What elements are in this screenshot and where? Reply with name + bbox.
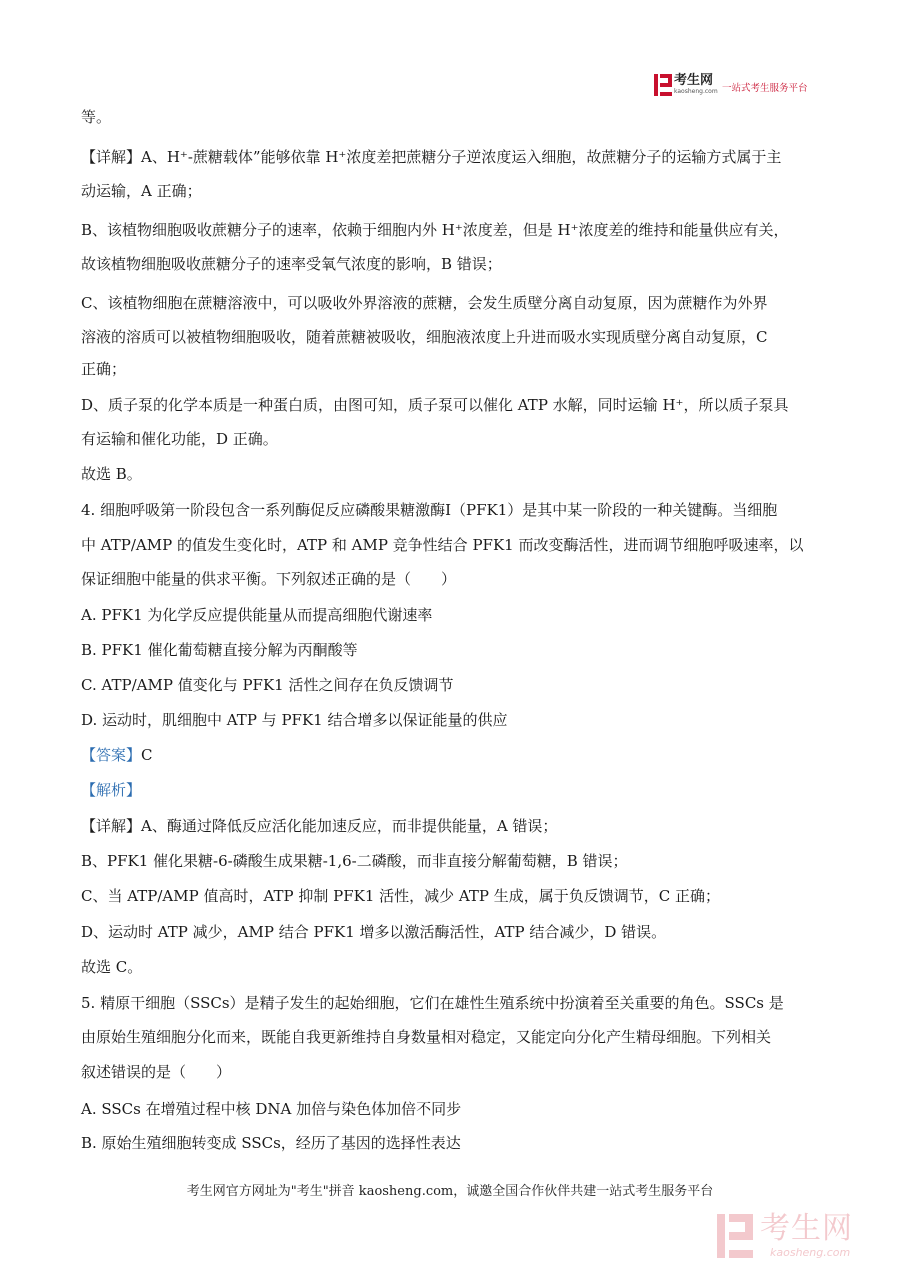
text-line: 故选 C。	[81, 958, 143, 976]
option-b: B. 原始生殖细胞转变成 SSCs，经历了基因的选择性表达	[81, 1134, 461, 1152]
answer-value: C	[141, 746, 153, 764]
answer-label: 【答案】	[81, 746, 142, 764]
header-logo[interactable]	[654, 74, 819, 98]
text-line: C、该植物细胞在蔗糖溶液中，可以吸收外界溶液的蔗糖，会发生质壁分离自动复原，因为蔗糖作为外界	[81, 294, 768, 312]
watermark	[716, 1212, 886, 1262]
text-line: 故选 B。	[81, 465, 142, 483]
option-d: D. 运动时，肌细胞中 ATP 与 PFK1 结合增多以保证能量的供应	[81, 711, 508, 729]
text-line: 动运输，A 正确；	[81, 182, 202, 200]
text-line: B、该植物细胞吸收蔗糖分子的速率，依赖于细胞内外 H⁺浓度差，但是 H⁺浓度差的维持和能量供应有关，	[81, 221, 789, 239]
text-line: 【详解】A、酶通过降低反应活化能加速反应，而非提供能量，A 错误；	[81, 817, 558, 835]
footer-text: 考生网官方网址为"考生"拼音 kaosheng.com，诚邀全国合作伙伴共建一站式考生服务平台	[186, 1184, 714, 1199]
kaosheng-logo-icon	[654, 74, 672, 96]
watermark-logo-icon	[716, 1214, 754, 1258]
option-a: A. PFK1 为化学反应提供能量从而提高细胞代谢速率	[81, 606, 433, 624]
text-line: B、PFK1 催化果糖-6-磷酸生成果糖-1,6-二磷酸，而非直接分解葡萄糖，B 错误；	[81, 852, 628, 870]
header-slogan: 一站式考生服务平台	[722, 83, 808, 94]
text-line: D、运动时 ATP 减少，AMP 结合 PFK1 增多以激活酶活性，ATP 结合减少，D 错误。	[81, 923, 667, 941]
text-line: 中 ATP/AMP 的值发生变化时，ATP 和 AMP 竞争性结合 PFK1 而改变酶活性，进而调节细胞呼吸速率，以	[81, 536, 804, 554]
option-c: C. ATP/AMP 值变化与 PFK1 活性之间存在负反馈调节	[81, 676, 454, 694]
text-line: 叙述错误的是（ ）	[81, 1063, 232, 1081]
logo-chinese-name: 考生网	[674, 73, 714, 88]
text-line: 有运输和催化功能，D 正确。	[81, 430, 278, 448]
text-line: C、当 ATP/AMP 值高时，ATP 抑制 PFK1 活性，减少 ATP 生成，属于负反馈调节，C 正确；	[81, 887, 721, 905]
answer-line	[81, 745, 153, 765]
text-line: 由原始生殖细胞分化而来，既能自我更新维持自身数量相对稳定，又能定向分化产生精母细胞。下列相关	[81, 1028, 772, 1046]
text-line: 故该植物细胞吸收蔗糖分子的速率受氧气浓度的影响，B 错误；	[81, 255, 502, 273]
option-b: B. PFK1 催化葡萄糖直接分解为丙酮酸等	[81, 641, 358, 659]
text-line: D、质子泵的化学本质是一种蛋白质，由图可知，质子泵可以催化 ATP 水解，同时运输 H⁺，所以质子泵具	[81, 396, 789, 414]
watermark-text: 考生网	[760, 1211, 853, 1246]
text-line: 【详解】A、H⁺-蔗糖载体”能够依靠 H⁺浓度差把蔗糖分子逆浓度运入细胞，故蔗糖分子的运输方式属于主	[81, 148, 782, 166]
text-line: 4. 细胞呼吸第一阶段包含一系列酶促反应磷酸果糖激酶I（PFK1）是其中某一阶段的一种关键酶。当细胞	[81, 501, 778, 519]
analysis-label: 【解析】	[81, 781, 142, 799]
text-line: 正确；	[81, 360, 127, 378]
text-line: 溶液的溶质可以被植物细胞吸收，随着蔗糖被吸收，细胞液浓度上升进而吸水实现质壁分离自动复原，C	[81, 328, 768, 346]
watermark-domain: kaosheng.com	[770, 1246, 851, 1259]
text-line: 保证细胞中能量的供求平衡。下列叙述正确的是（ ）	[81, 570, 457, 588]
logo-domain: kaosheng.com	[674, 88, 718, 95]
text-line: 等。	[81, 108, 112, 126]
text-line: 5. 精原干细胞（SSCs）是精子发生的起始细胞，它们在雄性生殖系统中扮演着至关重要的角色。SSCs 是	[81, 994, 784, 1012]
option-a: A. SSCs 在增殖过程中核 DNA 加倍与染色体加倍不同步	[81, 1100, 462, 1118]
